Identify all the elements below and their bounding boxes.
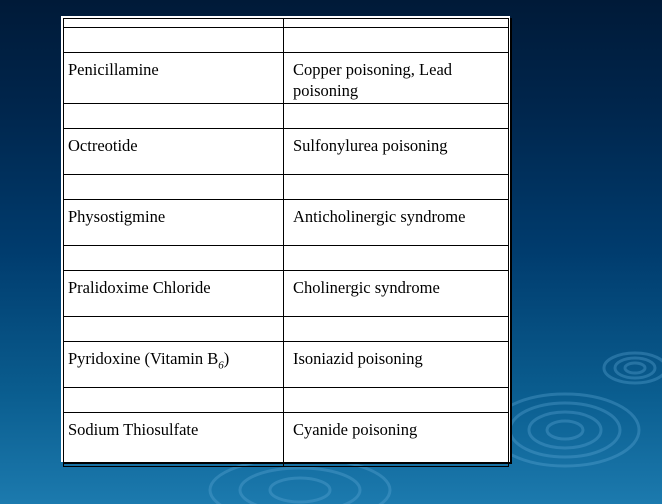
table-row bbox=[64, 317, 509, 342]
drug-text: Octreotide bbox=[68, 136, 138, 155]
use-text: Copper poisoning, Lead poisoning bbox=[293, 60, 453, 100]
table-row bbox=[64, 271, 509, 317]
use-text: Cyanide poisoning bbox=[293, 420, 418, 439]
table-cell-drug bbox=[64, 388, 284, 413]
drug-text: Sodium Thiosulfate bbox=[68, 420, 199, 439]
drug-text bbox=[64, 342, 283, 378]
table-cell-use bbox=[284, 28, 509, 53]
table-cell-drug bbox=[64, 317, 284, 342]
table-cell-use bbox=[284, 200, 509, 246]
table-cell-drug bbox=[64, 129, 284, 175]
antidote-table-panel bbox=[61, 16, 510, 462]
drug-text: Pralidoxime Chloride bbox=[68, 278, 211, 297]
table-row bbox=[64, 413, 509, 467]
table-row bbox=[64, 129, 509, 175]
table-cell-drug bbox=[64, 104, 284, 129]
drug-text-main: Pyridoxine (Vitamin B bbox=[68, 349, 219, 368]
table-cell-drug bbox=[64, 175, 284, 200]
table-cell-drug bbox=[64, 342, 284, 388]
table-cell-use bbox=[284, 104, 509, 129]
use-text: Cholinergic syndrome bbox=[293, 278, 440, 297]
table-row bbox=[64, 19, 509, 28]
drug-text-subscript: 6 bbox=[218, 359, 224, 372]
table-cell-use bbox=[284, 175, 509, 200]
table-row bbox=[64, 104, 509, 129]
table-row bbox=[64, 53, 509, 104]
use-text: Isoniazid poisoning bbox=[293, 349, 423, 368]
table-cell-use bbox=[284, 129, 509, 175]
table-cell-use bbox=[284, 342, 509, 388]
table-cell-drug bbox=[64, 271, 284, 317]
antidote-table bbox=[63, 18, 509, 467]
use-text: Sulfonylurea poisoning bbox=[293, 136, 448, 155]
table-row bbox=[64, 28, 509, 53]
drug-text: Physostigmine bbox=[68, 207, 166, 226]
table-cell-use bbox=[284, 317, 509, 342]
table-row bbox=[64, 388, 509, 413]
table-cell-drug bbox=[64, 19, 284, 28]
table-cell-drug bbox=[64, 413, 284, 467]
table-cell-drug bbox=[64, 246, 284, 271]
table-cell-use bbox=[284, 413, 509, 467]
table-cell-use bbox=[284, 271, 509, 317]
table-row bbox=[64, 246, 509, 271]
table-row bbox=[64, 200, 509, 246]
table-cell-use bbox=[284, 19, 509, 28]
table-cell-use bbox=[284, 53, 509, 104]
table-cell-drug bbox=[64, 200, 284, 246]
table-cell-use bbox=[284, 246, 509, 271]
drug-text: Penicillamine bbox=[68, 60, 159, 79]
drug-text-suffix: ) bbox=[223, 349, 230, 368]
table-cell-use bbox=[284, 388, 509, 413]
table-cell-drug bbox=[64, 53, 284, 104]
use-text: Anticholinergic syndrome bbox=[293, 207, 466, 226]
table-cell-drug bbox=[64, 28, 284, 53]
table-row bbox=[64, 342, 509, 388]
table-row bbox=[64, 175, 509, 200]
